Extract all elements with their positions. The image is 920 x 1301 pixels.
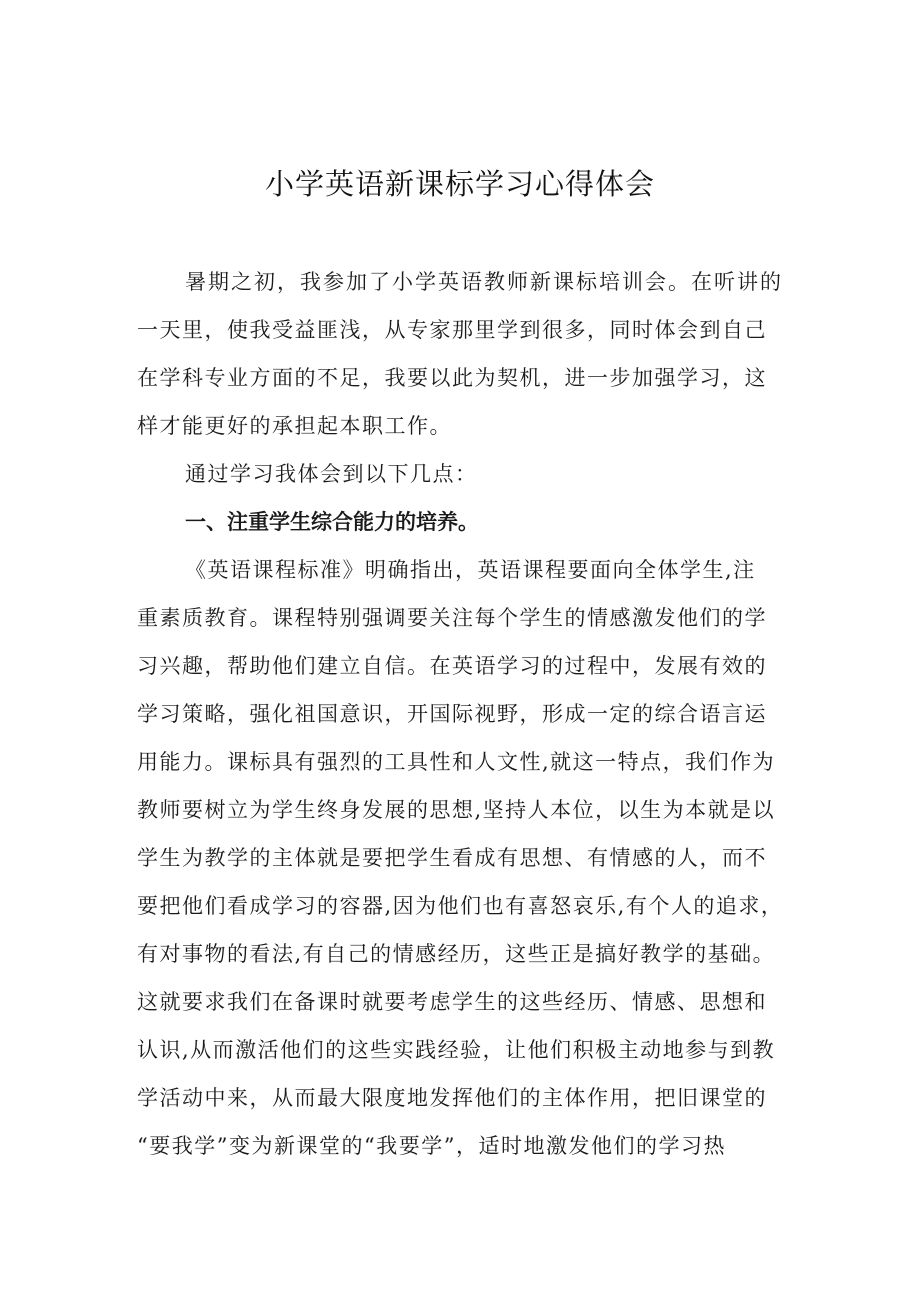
section-heading: 一、注重学生综合能力的培养。 [185, 510, 479, 534]
paragraph-line: 要把他们看成学习的容器,因为他们也有喜怒哀乐,有个人的追求， [137, 894, 784, 918]
paragraph-line: 《英语课程标准》明确指出，英语课程要面向全体学生,注 [185, 558, 756, 582]
paragraph-line: 通过学习我体会到以下几点： [185, 462, 478, 486]
paragraph-line: 学习策略，强化祖国意识，开国际视野，形成一定的综合语言运 [137, 702, 767, 726]
paragraph-line: 用能力。课标具有强烈的工具性和人文性,就这一特点，我们作为 [137, 750, 776, 774]
paragraph-line: 暑期之初，我参加了小学英语教师新课标培训会。在听讲的 [185, 270, 783, 294]
paragraph-line: 学活动中来，从而最大限度地发挥他们的主体作用，把旧课堂的 [137, 1086, 767, 1110]
paragraph-line: 这就要求我们在备课时就要考虑学生的这些经历、情感、思想和 [137, 990, 767, 1014]
paragraph-line: 一天里，使我受益匪浅，从专家那里学到很多，同时体会到自己 [137, 318, 767, 342]
paragraph-line: 样才能更好的承担起本职工作。 [137, 414, 452, 438]
paragraph-line: 重素质教育。课程特别强调要关注每个学生的情感激发他们的学 [137, 606, 767, 630]
paragraph-line: 习兴趣，帮助他们建立自信。在英语学习的过程中，发展有效的 [137, 654, 767, 678]
document-title: 小学英语新课标学习心得体会 [264, 167, 655, 201]
paragraph-line: “要我学”变为新课堂的“我要学”，适时地激发他们的学习热 [137, 1134, 726, 1158]
paragraph-line: 学生为教学的主体就是要把学生看成有思想、有情感的人，而不 [137, 846, 767, 870]
paragraph-line: 认识,从而激活他们的这些实践经验，让他们积极主动地参与到教 [137, 1038, 776, 1062]
paragraph-line: 教师要树立为学生终身发展的思想,坚持人本位，以生为本就是以 [137, 798, 776, 822]
paragraph-line: 在学科专业方面的不足，我要以此为契机，进一步加强学习，这 [137, 366, 767, 390]
paragraph-line: 有对事物的看法,有自己的情感经历，这些正是搞好教学的基础。 [137, 942, 776, 966]
